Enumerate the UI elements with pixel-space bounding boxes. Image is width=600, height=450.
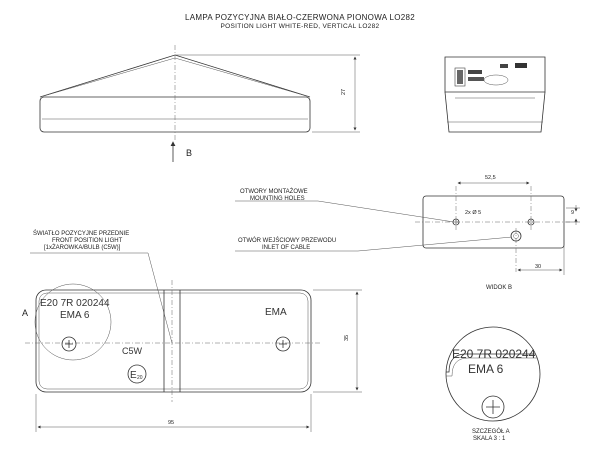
hole-callout: 2x Ø 5 xyxy=(465,210,482,216)
top-view xyxy=(40,45,360,140)
front-view xyxy=(22,280,362,432)
detail-a-marker: A xyxy=(22,308,29,318)
detail-scale: SKALA 3 : 1 xyxy=(473,436,506,442)
maker-code: EMA 6 xyxy=(60,310,90,321)
e-mark: E xyxy=(130,370,137,381)
dim-height-top: 27 xyxy=(341,88,347,95)
view-b-caption: WIDOK B xyxy=(486,285,513,291)
bulb-type: C5W xyxy=(122,346,142,356)
dim-hole-offset: 9 xyxy=(571,210,575,216)
e-mark-number: 20 xyxy=(137,375,143,381)
mounting-label-pl: OTWORY MONTAŻOWE xyxy=(240,189,308,195)
view-b xyxy=(415,175,580,291)
brand-text: EMA xyxy=(265,307,287,318)
view-arrow-b xyxy=(173,142,192,162)
drawing-title-en: POSITION LIGHT WHITE-RED, VERTICAL LO282 xyxy=(220,23,380,30)
inlet-label-pl: OTWÓR WEJŚCIOWY PRZEWODU xyxy=(238,238,337,244)
detail-maker-code: EMA 6 xyxy=(468,362,504,376)
mounting-label-en: MOUNTING HOLES xyxy=(250,196,305,202)
dim-width-total: 95 xyxy=(168,420,175,426)
front-label-pl: ŚWIATŁO POZYCYJNE PRZEDNIE xyxy=(33,231,130,237)
drawing-title-pl: LAMPA POZYCYJNA BIAŁO-CZERWONA PIONOWA LO282 xyxy=(184,13,415,22)
bulb-label: [1xŻAROWKA/BULB (C5W)] xyxy=(44,245,121,251)
dim-height-front: 35 xyxy=(344,334,350,341)
dim-hole-spacing: 52,5 xyxy=(485,175,496,181)
approval-number: E20 7R 020244 xyxy=(40,298,110,309)
inlet-callout xyxy=(235,236,512,251)
dim-cable-offset: 30 xyxy=(535,264,542,270)
view-arrow-label: B xyxy=(186,148,193,158)
detail-a-view xyxy=(440,327,560,442)
front-light-callout xyxy=(30,229,172,343)
side-view xyxy=(445,57,545,132)
inlet-label-en: INLET OF CABLE xyxy=(262,245,311,251)
detail-caption: SZCZEGÓŁ A xyxy=(472,429,510,435)
detail-approval-number: E20 7R 020244 xyxy=(452,347,536,361)
front-label-en: FRONT POSITION LIGHT xyxy=(52,238,123,244)
mounting-holes-callout xyxy=(235,188,454,222)
